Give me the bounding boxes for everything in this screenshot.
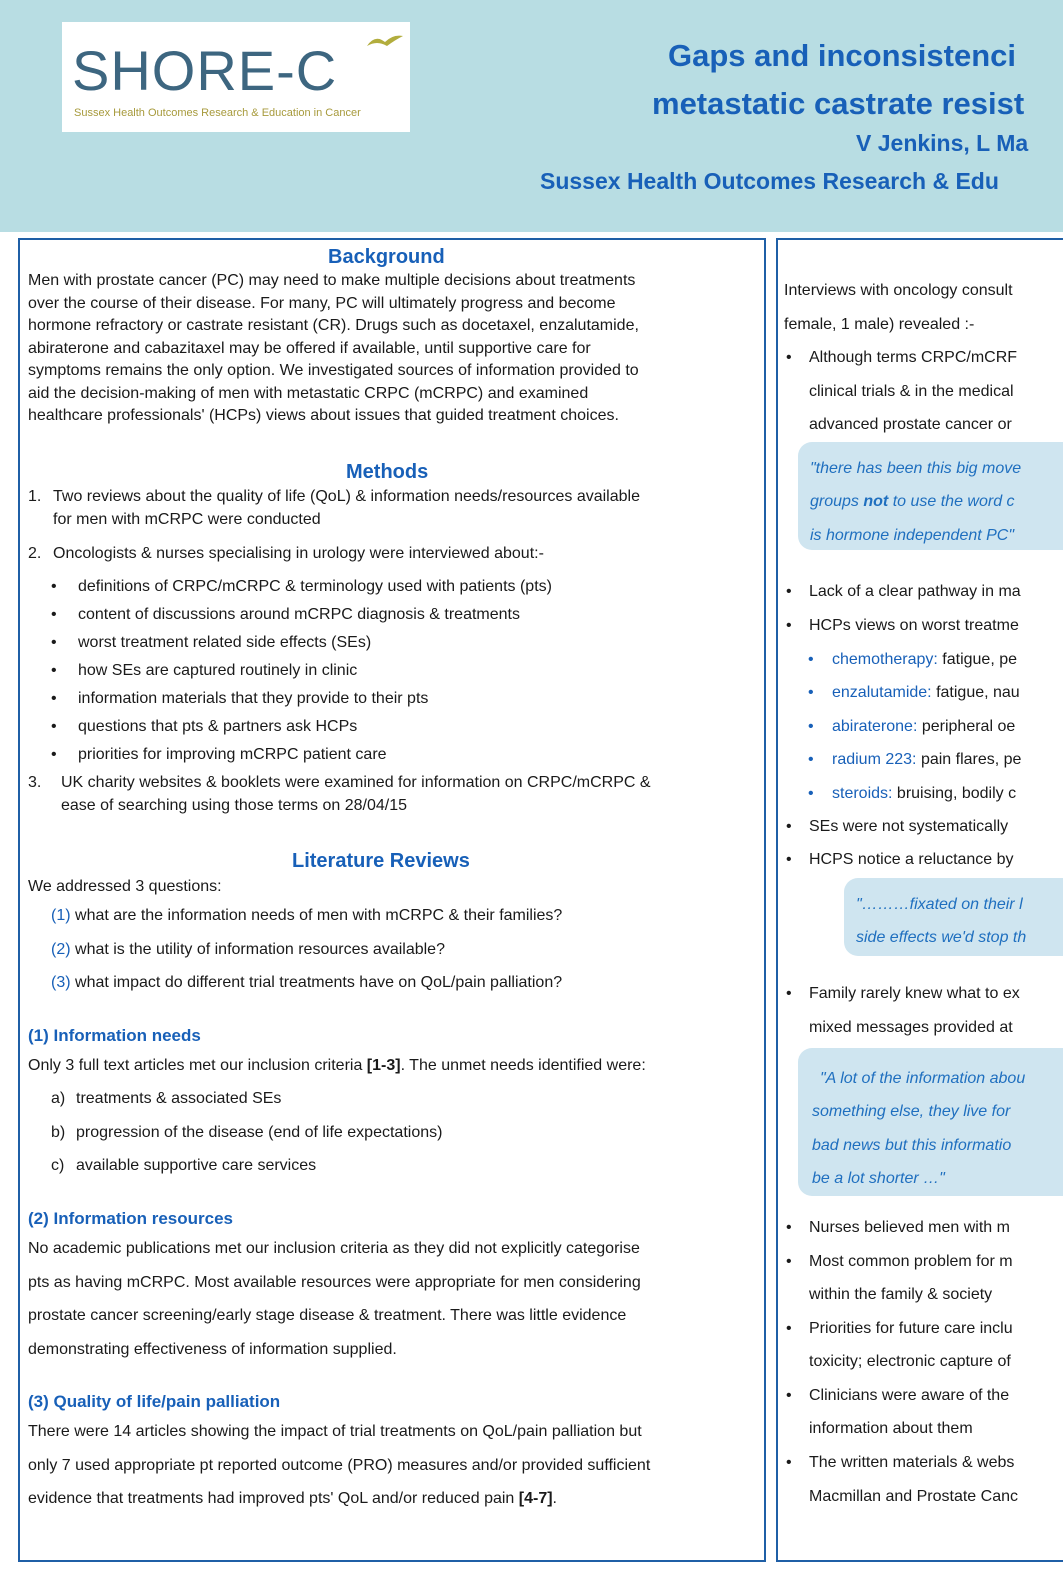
side-effect-item (832, 718, 1015, 736)
results-bullet: Lack of a clear pathway in ma (809, 583, 1021, 600)
methods-item-3 (61, 772, 651, 817)
bullet-dot: • (51, 634, 57, 651)
quote-line: side effects we'd stop th (856, 929, 1027, 946)
results-bullet: Although terms CRPC/mCRF (809, 349, 1018, 366)
qol-last-line (28, 1490, 557, 1508)
poster-header (0, 0, 1063, 232)
info-resources-line: demonstrating effectiveness of information supplied. (28, 1341, 397, 1358)
side-effect-text: fatigue, nau (931, 684, 1020, 701)
bullet-dot: • (51, 662, 57, 679)
quote-box (844, 878, 1063, 956)
bullet-dot: • (786, 851, 792, 868)
bullet-dot: • (786, 1219, 792, 1236)
side-effect-text: bruising, bodily c (892, 785, 1017, 802)
background-line: symptoms remains the only option. We investigated sources of information provided to (28, 362, 639, 379)
right-column-panel (776, 238, 1063, 1562)
quote-box (798, 442, 1063, 550)
methods-item-3-line: ease of searching using those terms on 28/04/15 (61, 796, 407, 814)
background-line: over the course of their disease. For many, PC will ultimately progress and become (28, 294, 616, 312)
poster-title-line-1: Gaps and inconsistenci (668, 38, 1016, 73)
bullet-dot: • (786, 1253, 792, 1270)
results-bullet-cont: toxicity; electronic capture of (809, 1353, 1011, 1370)
drug-name: abiraterone: (832, 718, 918, 735)
bullet-dot: • (51, 578, 57, 595)
text-segment: Only 3 full text articles met our inclusion criteria (28, 1057, 367, 1074)
bullet-dot: • (786, 583, 792, 600)
bird-icon (365, 32, 405, 54)
background-heading: Background (328, 246, 445, 268)
methods-bullet: information materials that they provide to their pts (78, 690, 429, 707)
results-intro-line: female, 1 male) revealed :- (784, 316, 975, 333)
background-line: aid the decision-making of men with metastatic CRPC (mCRPC) and examined (28, 384, 589, 402)
bullet-dot: • (786, 985, 792, 1002)
info-resources-line: pts as having mCRPC. Most available resources were appropriate for men considering (28, 1274, 641, 1291)
side-effect-item (832, 651, 1017, 669)
left-column-panel (18, 238, 766, 1562)
bullet-dot: • (51, 718, 57, 735)
drug-name: enzalutamide: (832, 684, 932, 701)
side-effect-text: pain flares, pe (916, 751, 1022, 768)
qol-line: There were 14 articles showing the impact of trial treatments on QoL/pain palliation but (28, 1423, 642, 1440)
quote-line: be a lot shorter …" (812, 1170, 945, 1187)
background-line: hormone refractory or castrate resistant (CR). Drugs such as docetaxel, enzalutamide, (28, 317, 639, 334)
quote-line: bad news but this informatio (812, 1137, 1012, 1154)
methods-item-1-line: for men with mCRPC were conducted (53, 510, 321, 528)
text-segment: . The unmet needs identified were: (400, 1057, 646, 1074)
quote-line: "A lot of the information abou (820, 1070, 1026, 1087)
side-effect-text: peripheral oe (917, 718, 1016, 735)
bullet-dot: • (51, 606, 57, 623)
bullet-dot: • (808, 751, 814, 768)
side-effect-item (832, 684, 1020, 702)
bullet-dot: • (786, 1387, 792, 1404)
shore-c-logo (62, 22, 410, 132)
drug-name: chemotherapy: (832, 651, 938, 668)
results-bullet-cont: clinical trials & in the medical (809, 383, 1014, 400)
results-bullet: HCPs views on worst treatme (809, 617, 1019, 634)
bullet-dot: • (786, 349, 792, 366)
results-bullet: Clinicians were aware of the (809, 1387, 1010, 1404)
question-number: (2) (51, 941, 71, 958)
citation-ref: [1-3] (366, 1057, 401, 1074)
literature-heading: Literature Reviews (292, 850, 470, 872)
quote-segment: groups (810, 493, 864, 510)
quote-line (810, 493, 1015, 511)
results-bullet: SEs were not systematically (809, 818, 1009, 835)
bullet-dot: • (808, 651, 814, 668)
poster-affiliation: Sussex Health Outcomes Research & Edu (540, 168, 999, 194)
info-needs-item-label: b) (51, 1124, 66, 1141)
methods-item-2: Oncologists & nurses specialising in urology were interviewed about:- (53, 545, 544, 562)
methods-item-number: 1. (28, 488, 42, 505)
results-bullet: Nurses believed men with m (809, 1219, 1010, 1236)
info-resources-line: No academic publications met our inclusion criteria as they did not explicitly categorise (28, 1240, 640, 1257)
poster-authors: V Jenkins, L Ma (856, 130, 1029, 156)
info-needs-item: treatments & associated SEs (76, 1090, 282, 1107)
literature-question-1 (51, 907, 562, 925)
citation-ref: [4-7] (518, 1490, 553, 1507)
quote-line: "………fixated on their l (856, 896, 1023, 913)
methods-bullet: worst treatment related side effects (SEs) (78, 634, 372, 651)
methods-bullet: priorities for improving mCRPC patient care (78, 746, 387, 763)
bullet-dot: • (51, 746, 57, 763)
methods-bullet: definitions of CRPC/mCRPC & terminology used with patients (pts) (78, 578, 552, 595)
methods-item-3-line: UK charity websites & booklets were examined for information on CRPC/mCRPC & (61, 774, 651, 791)
results-bullet-cont: Macmillan and Prostate Canc (809, 1488, 1018, 1505)
quote-line: "there has been this big move (810, 460, 1022, 477)
bullet-dot: • (786, 1454, 792, 1471)
info-resources-line: prostate cancer screening/early stage disease & treatment. There was little evidence (28, 1307, 627, 1324)
qol-heading: (3) Quality of life/pain palliation (28, 1392, 281, 1411)
background-line: Men with prostate cancer (PC) may need to make multiple decisions about treatments (28, 272, 636, 289)
bullet-dot: • (808, 684, 814, 701)
bullet-dot: • (808, 718, 814, 735)
methods-item-1-line: Two reviews about the quality of life (QoL) & information needs/resources available (53, 488, 640, 505)
methods-item-1 (53, 486, 640, 531)
methods-bullet: content of discussions around mCRPC diagnosis & treatments (78, 606, 520, 623)
side-effect-item (832, 751, 1021, 769)
methods-item-number: 2. (28, 545, 42, 562)
background-line: abiraterone and cabazitaxel may be offered if available, until supportive care for (28, 339, 591, 357)
literature-intro: We addressed 3 questions: (28, 878, 222, 895)
bullet-dot: • (786, 1320, 792, 1337)
results-bullet: HCPS notice a reluctance by (809, 851, 1014, 868)
info-needs-item-label: a) (51, 1090, 66, 1107)
results-bullet: Family rarely knew what to ex (809, 985, 1020, 1002)
methods-bullet: questions that pts & partners ask HCPs (78, 718, 358, 735)
question-text: what impact do different trial treatments have on QoL/pain palliation? (70, 974, 563, 991)
quote-emphasis: not (863, 493, 889, 510)
bullet-dot: • (786, 818, 792, 835)
drug-name: radium 223: (832, 751, 917, 768)
info-resources-heading: (2) Information resources (28, 1209, 233, 1228)
methods-bullet: how SEs are captured routinely in clinic (78, 662, 358, 679)
methods-heading: Methods (346, 461, 429, 483)
logo-subtitle: Sussex Health Outcomes Research & Education in Cancer (74, 107, 361, 119)
background-text (28, 270, 639, 428)
bullet-dot: • (786, 617, 792, 634)
results-bullet: The written materials & webs (809, 1454, 1015, 1471)
question-text: what are the information needs of men with mCRPC & their families? (70, 907, 563, 924)
bullet-dot: • (808, 785, 814, 802)
results-bullet: Priorities for future care inclu (809, 1320, 1013, 1337)
poster-title-line-2: metastatic castrate resist (652, 86, 1025, 121)
side-effect-item (832, 785, 1016, 803)
drug-name: steroids: (832, 785, 893, 802)
question-number: (3) (51, 974, 71, 991)
quote-box (798, 1048, 1063, 1196)
qol-line: only 7 used appropriate pt reported outcome (PRO) measures and/or provided sufficient (28, 1457, 651, 1474)
info-needs-heading: (1) Information needs (28, 1026, 201, 1045)
results-bullet: Most common problem for m (809, 1253, 1013, 1270)
quote-line: something else, they live for (812, 1103, 1011, 1120)
info-needs-item-label: c) (51, 1157, 65, 1174)
results-bullet-cont: mixed messages provided at (809, 1019, 1013, 1036)
literature-question-2 (51, 941, 445, 959)
results-intro-line: Interviews with oncology consult (784, 282, 1013, 299)
question-text: what is the utility of information resources available? (70, 941, 445, 958)
results-bullet-cont: advanced prostate cancer or (809, 416, 1012, 433)
text-segment: . (552, 1490, 557, 1507)
side-effect-text: fatigue, pe (937, 651, 1018, 668)
question-number: (1) (51, 907, 71, 924)
literature-question-3 (51, 974, 562, 992)
info-needs-text (28, 1057, 646, 1075)
info-needs-item: progression of the disease (end of life expectations) (76, 1124, 443, 1141)
logo-text: SHORE-C (72, 39, 338, 102)
bullet-dot: • (51, 690, 57, 707)
methods-item-number: 3. (28, 774, 42, 791)
results-bullet-cont: within the family & society (809, 1286, 993, 1303)
results-bullet-cont: information about them (809, 1420, 973, 1437)
quote-segment: to use the word c (888, 493, 1015, 510)
text-segment: evidence that treatments had improved pts' QoL and/or reduced pain (28, 1490, 519, 1507)
quote-line: is hormone independent PC" (810, 527, 1015, 544)
background-line: healthcare professionals' (HCPs) views about issues that guided treatment choices. (28, 407, 619, 424)
info-needs-item: available supportive care services (76, 1157, 317, 1174)
